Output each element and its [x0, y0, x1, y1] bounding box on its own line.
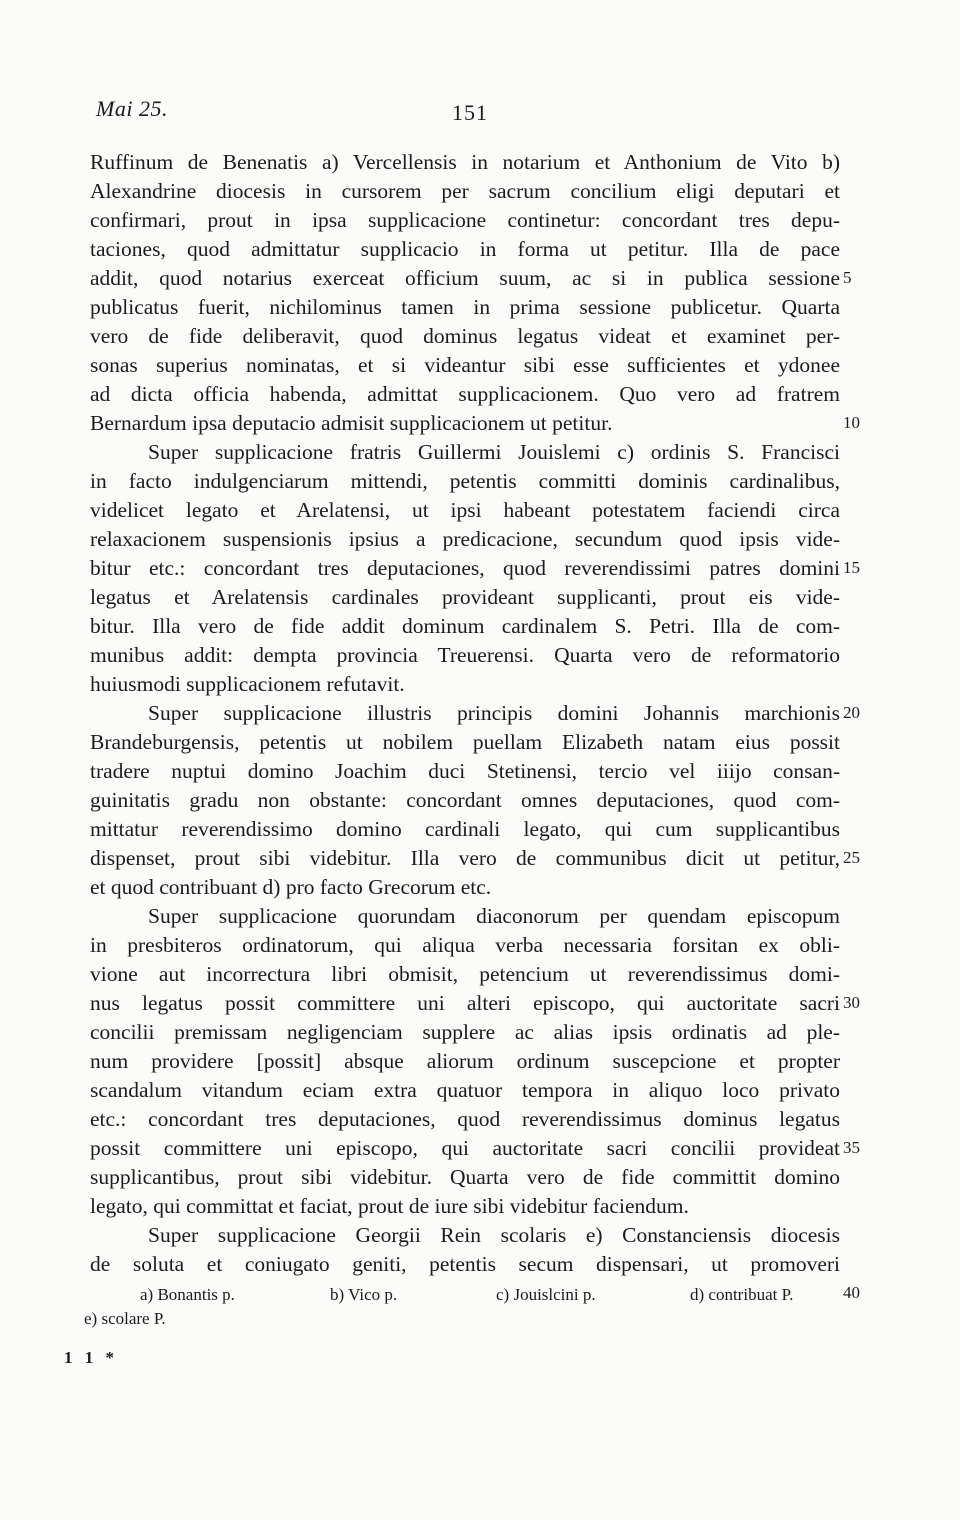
text-line: Super supplicacione Georgii Rein scolaris e) Constanciensis diocesis: [148, 1223, 840, 1247]
text-line: bitur etc.: concordant tres deputaciones, quod reverendissimi patres domini: [90, 556, 840, 580]
text-line: de soluta et coniugato geniti, petentis secum dispensari, ut promoveri: [90, 1252, 840, 1276]
text-line: Brandeburgensis, petentis ut nobilem puellam Elizabeth natam eius possit: [90, 730, 840, 754]
text-line: Alexandrine diocesis in cursorem per sacrum concilium eligi deputari et: [90, 179, 840, 203]
text-line: etc.: concordant tres deputaciones, quod reverendissimus dominus legatus: [90, 1107, 840, 1131]
text-line: vione aut incorrectura libri obmisit, petencium ut reverendissimus domi-: [90, 962, 840, 986]
printer-signature: 1 1 *: [64, 1348, 118, 1367]
text-line: concilii premissam negligenciam supplere ac alias ipsis ordinatis ad ple-: [90, 1020, 840, 1044]
margin-line-number: 40: [843, 1283, 860, 1302]
footnote-e: e) scolare P.: [84, 1309, 166, 1328]
text-line: legato, qui committat et faciat, prout de iure sibi videbitur faciendum.: [90, 1194, 689, 1218]
text-line: munibus addit: dempta provincia Treuerensi. Quarta vero de reformatorio: [90, 643, 840, 667]
text-line: bitur. Illa vero de fide addit dominum cardinalem S. Petri. Illa de com-: [90, 614, 840, 638]
margin-line-number: 15: [843, 558, 860, 577]
footnote-c: c) Jouislcini p.: [496, 1285, 596, 1304]
text-line: sonas superius nominatas, et si videantur sibi esse sufficientes et ydonee: [90, 353, 840, 377]
text-line: Ruffinum de Benenatis a) Vercellensis in notarium et Anthonium de Vito b): [90, 150, 840, 174]
text-line: publicatus fuerit, nichilominus tamen in prima sessione publicetur. Quarta: [90, 295, 840, 319]
footnote-b: b) Vico p.: [330, 1285, 398, 1304]
text-line: scandalum vitandum eciam extra quatuor tempora in aliquo loco privato: [90, 1078, 840, 1102]
text-line: Bernardum ipsa deputacio admisit supplicacionem ut petitur.: [90, 411, 613, 435]
running-header-date: Mai 25.: [96, 96, 168, 121]
text-line: videlicet legato et Arelatensi, ut ipsi habeant potestatem faciendi circa: [90, 498, 840, 522]
text-line: addit, quod notarius exerceat officium suum, ac si in publica sessione: [90, 266, 840, 290]
footnote-a: a) Bonantis p.: [140, 1285, 235, 1304]
text-line: relaxacionem suspensionis ipsius a predicacione, secundum quod ipsis vide-: [90, 527, 840, 551]
text-line: confirmari, prout in ipsa supplicacione continetur: concordant tres depu-: [90, 208, 840, 232]
margin-line-number: 20: [843, 703, 860, 722]
text-line: supplicantibus, prout sibi videbitur. Quarta vero de fide committit domino: [90, 1165, 840, 1189]
text-line: nus legatus possit committere uni alteri episcopo, qui auctoritate sacri: [90, 991, 840, 1015]
text-line: et quod contribuant d) pro facto Grecorum etc.: [90, 875, 492, 899]
margin-line-number: 10: [843, 413, 860, 432]
text-line: in facto indulgenciarum mittendi, petentis committi dominis cardinalibus,: [90, 469, 840, 493]
margin-line-number: 25: [843, 848, 860, 867]
text-line: Super supplicacione quorundam diaconorum per quendam episcopum: [148, 904, 840, 928]
text-line: num providere [possit] absque aliorum ordinum suscepcione et propter: [90, 1049, 840, 1073]
text-line: Super supplicacione fratris Guillermi Jouislemi c) ordinis S. Francisci: [148, 440, 840, 464]
margin-line-number: 5: [843, 268, 852, 287]
footnote-d: d) contribuat P.: [690, 1285, 794, 1304]
text-line: taciones, quod admittatur supplicacio in forma ut petitur. Illa de pace: [90, 237, 840, 261]
text-line: huiusmodi supplicacionem refutavit.: [90, 672, 405, 696]
text-line: Super supplicacione illustris principis domini Johannis marchionis: [148, 701, 840, 725]
margin-line-number: 35: [843, 1138, 860, 1157]
page-number: 151: [452, 100, 488, 125]
margin-line-number: 30: [843, 993, 860, 1012]
text-line: mittatur reverendissimo domino cardinali legato, qui cum supplicantibus: [90, 817, 840, 841]
text-line: ad dicta officia habenda, admittat supplicacionem. Quo vero ad fratrem: [90, 382, 840, 406]
text-line: in presbiteros ordinatorum, qui aliqua verba necessaria forsitan ex obli-: [90, 933, 840, 957]
text-line: guinitatis gradu non obstante: concordant omnes deputaciones, quod com-: [90, 788, 840, 812]
text-line: dispenset, prout sibi videbitur. Illa vero de communibus dicit ut petitur,: [90, 846, 840, 870]
text-line: possit committere uni episcopo, qui auctoritate sacri concilii provideat: [90, 1136, 840, 1160]
text-line: legatus et Arelatensis cardinales provideant supplicanti, prout eis vide-: [90, 585, 840, 609]
text-line: tradere nuptui domino Joachim duci Stetinensi, tercio vel iiijo consan-: [90, 759, 840, 783]
text-line: vero de fide deliberavit, quod dominus legatus videat et examinet per-: [90, 324, 840, 348]
